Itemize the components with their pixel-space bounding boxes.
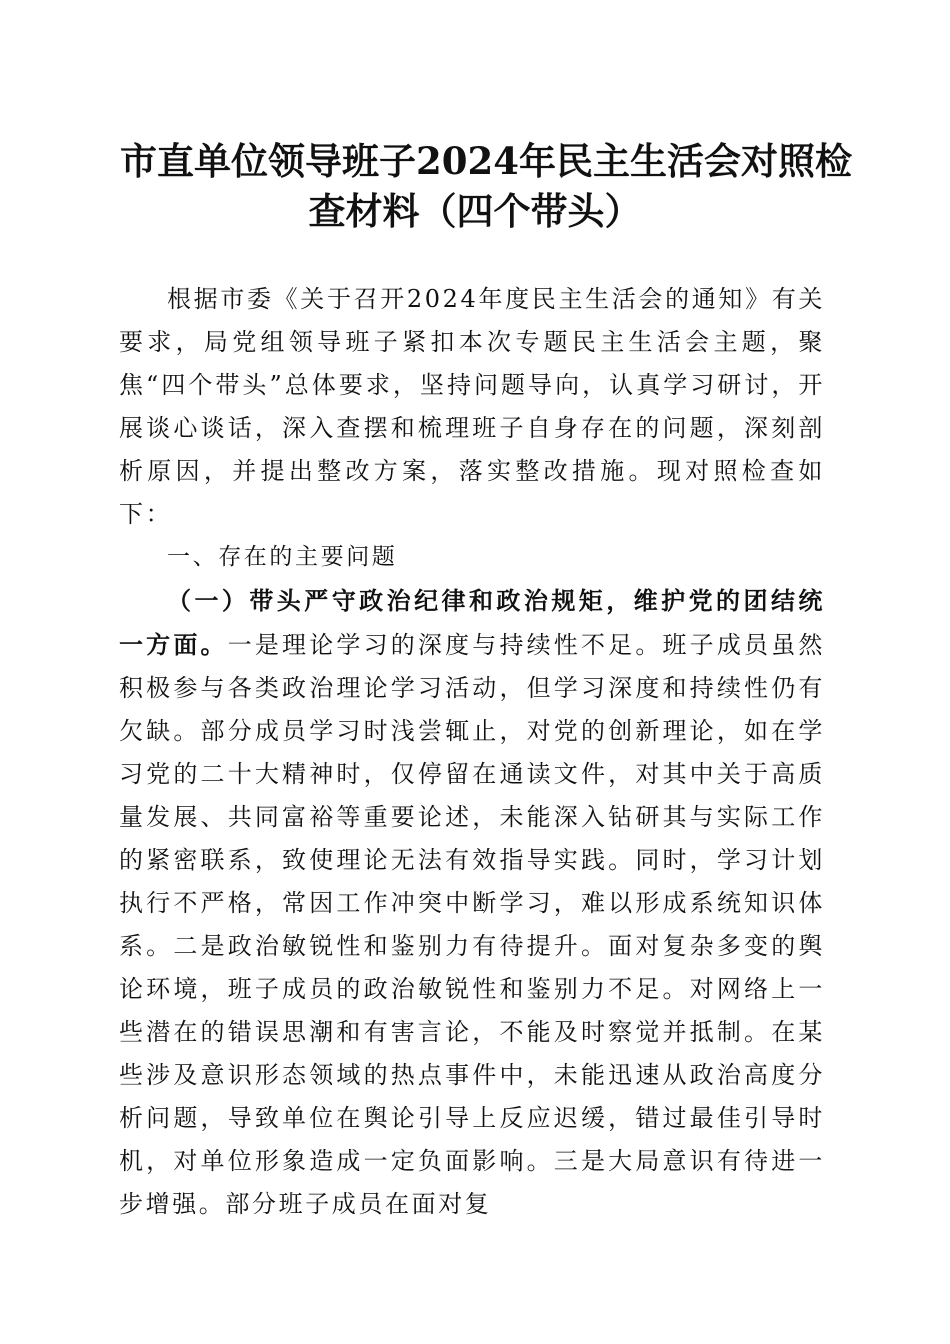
title-line-1: 市直单位领导班子2024年民主生活会对照检 xyxy=(120,139,852,183)
document-body xyxy=(119,278,825,1226)
title-line-2: 查材料（四个带头） xyxy=(308,189,642,233)
intro-paragraph: 根据市委《关于召开2024年度民主生活会的通知》有关要求，局党组领导班子紧扣本次专题民主生活会主题，聚焦“四个带头”总体要求，坚持问题导向，认真学习研讨，开展谈心谈话，深入查摆和梳理班子自身存在的问题，深刻剖析原因，并提出整改方案，落实整改措施。现对照检查如下： xyxy=(119,285,825,528)
section-heading-1: 一、存在的主要问题 xyxy=(167,544,398,570)
subsection-paragraph-1 xyxy=(119,579,825,1226)
subsection-heading-1: （一）带头严守政治纪律和政治规矩，维护党的团结统一方面。 xyxy=(119,586,825,659)
subsection-body-1: 一是理论学习的深度与持续性不足。班子成员虽然积极参与各类政治理论学习活动，但学习深度和持续性仍有欠缺。部分成员学习时浅尝辄止，对党的创新理论，如在学习党的二十大精神时，仅停留在通读文件，对其中关于高质量发展、共同富裕等重要论述，未能深入钻研其与实际工作的紧密联系，致使理论无法有效指导实践。同时，学习计划执行不严格，常因工作冲突中断学习，难以形成系统知识体系。二是政治敏锐性和鉴别力有待提升。面对复杂多变的舆论环境，班子成员的政治敏锐性和鉴别力不足。对网络上一些潜在的错误思潮和有害言论，不能及时察觉并抵制。在某些涉及意识形态领域的热点事件中，未能迅速从政治高度分析问题，导致单位在舆论引导上反应迟缓，错过最佳引导时机，对单位形象造成一定负面影响。三是大局意识有待进一步增强。部分班子成员在面对复 xyxy=(119,631,825,1218)
document-title xyxy=(120,136,852,236)
